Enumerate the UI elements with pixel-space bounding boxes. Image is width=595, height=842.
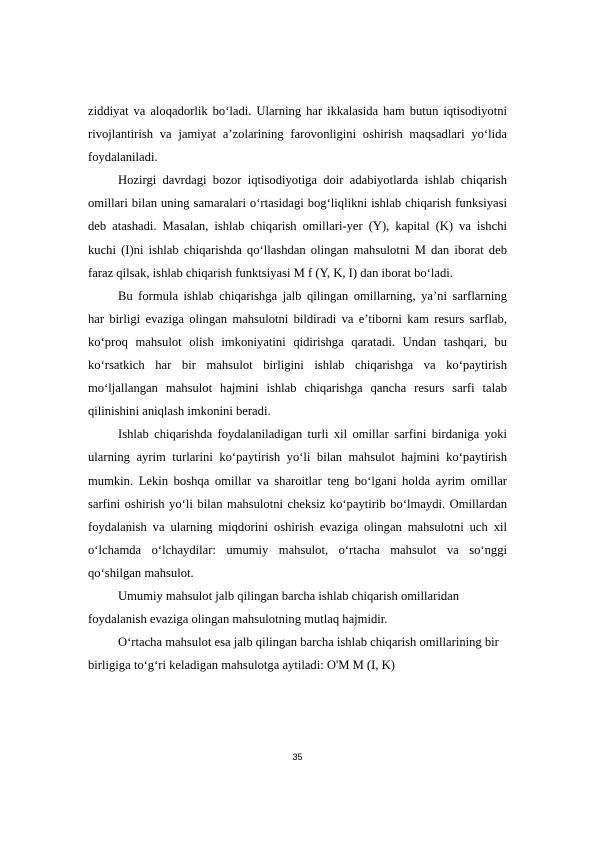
paragraph-continuation: ziddiyat va aloqadorlik bo‘ladi. Ularning har ikkalasida ham butun iqtisodiyotni rivojlantirish va jamiyat a’zolarining farovonligini oshirish maqsadlari yo‘lida foydalaniladi. bbox=[88, 104, 507, 165]
paragraph-formula-meaning: Bu formula ishlab chiqarishga jalb qilingan omillarning, ya’ni sarflarning har birligi evaziga olingan mahsulotni bildiradi va e’tiborni kam resurs sarflab, ko‘proq mahsulot olish imkoniyatini qidirishga qaratadi. Undan tashqari, bu ko‘rsatkich har bir mahsulot birligini ishlab chiqarishga va ko‘paytirish mo‘ljallangan mahsulot hajmini ishlab chiqarishga qancha resurs sarfi talab qilinishini aniqlash imkonini beradi. bbox=[88, 288, 507, 419]
body-text bbox=[88, 100, 507, 677]
paragraph-average-product: O‘rtacha mahsulot esa jalb qilingan barcha ishlab chiqarish omillarining bir birligiga to‘g‘ri keladigan mahsulotga aytiladi: O'M M (I, K) bbox=[88, 635, 499, 673]
page-number: 35 bbox=[292, 752, 303, 762]
paragraph-total-product: Umumiy mahsulot jalb qilingan barcha ishlab chiqarish omillaridan foydalanish evaziga olingan mahsulotning mutlaq hajmidir. bbox=[88, 588, 460, 627]
paragraph-factors: Ishlab chiqarishda foydalaniladigan turli xil omillar sarfini birdaniga yoki ularning ayrim turlarini ko‘paytirish yo‘li bilan mahsulot hajmini ko‘paytirish mumkin. Lekin boshqa omillar va sharoitlar teng bo‘lgani holda ayrim omillar sarfini oshirish yo‘li bilan mahsulotni cheksiz ko‘paytirib bo‘lmaydi. Omillardan foydalanish va ularning miqdorini oshirish evaziga olingan mahsulotni uch xil o‘lchamda o‘lchaydilar: umumiy mahsulot, o‘rtacha mahsulot va so‘nggi qo‘shilgan mahsulot. bbox=[88, 427, 507, 580]
paragraph-production-function: Hozirgi davrdagi bozor iqtisodiyotiga doir adabiyotlarda ishlab chiqarish omillari bilan uning samaralari o‘rtasidagi bog‘liqlikni ishlab chiqarish funksiyasi deb atashadi. Masalan, ishlab chiqarish omillari-yer (Y), kapital (K) va ishchi kuchi (I)ni ishlab chiqarishda qo‘llashdan olingan mahsulotni M dan iborat deb faraz qilsak, ishlab chiqarish funktsiyasi M f (Y, K, I) dan iborat bo‘ladi. bbox=[88, 173, 507, 280]
